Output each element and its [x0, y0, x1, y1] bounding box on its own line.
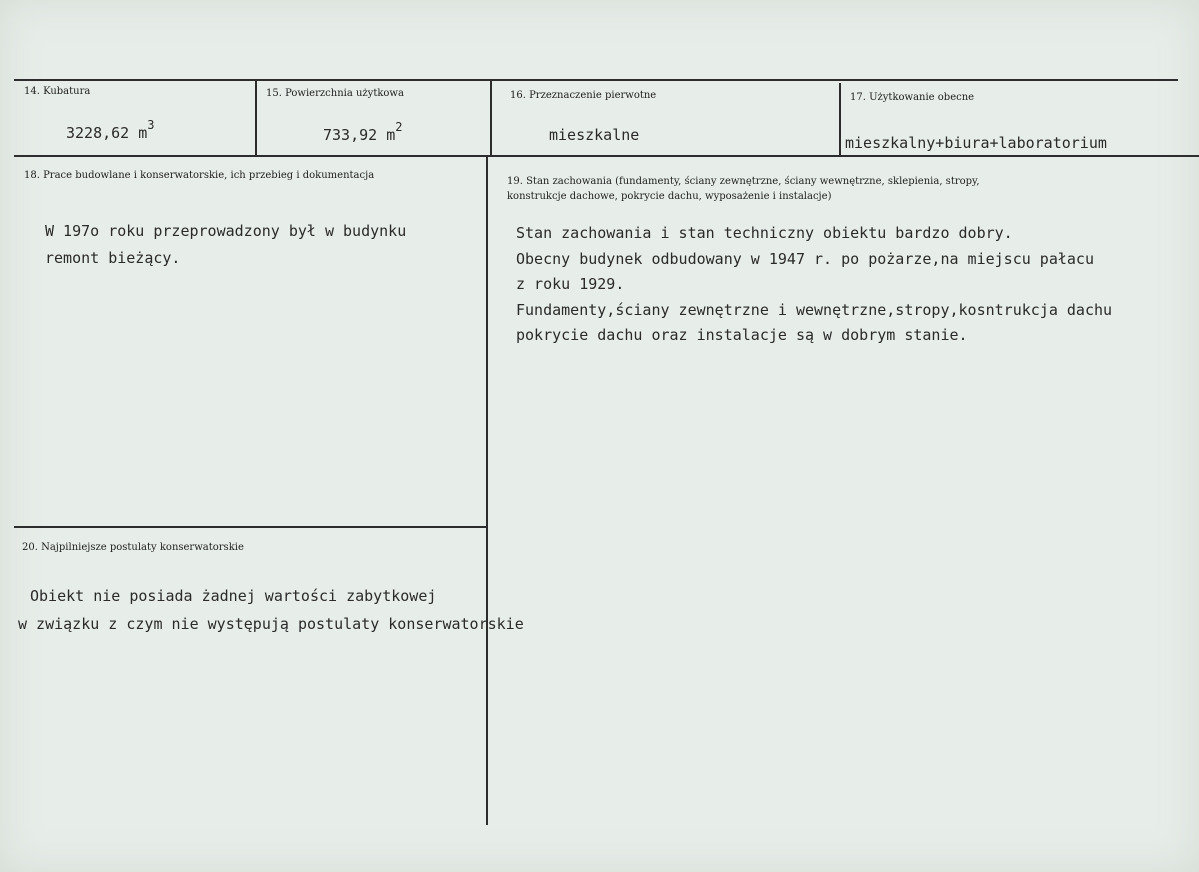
- col-divider-16-17: [839, 83, 841, 157]
- main-column-divider: [486, 157, 488, 825]
- stan-label: [507, 174, 980, 204]
- col-divider-14-15: [255, 79, 257, 157]
- uzytkowanie-label: 17. Użytkowanie obecne: [850, 92, 975, 103]
- stan-label-line: konstrukcje dachowe, pokrycie dachu, wyposażenie i instalacje): [507, 191, 832, 202]
- stan-text: [516, 221, 1112, 349]
- top-rule: [14, 79, 1178, 81]
- kubatura-label: 14. Kubatura: [24, 86, 91, 97]
- prace-line: remont bieżący.: [45, 249, 181, 267]
- row-divider: [14, 155, 1199, 157]
- powierzchnia-value: 733,92 $m^2$: [323, 120, 403, 144]
- stan-line: z roku 1929.: [516, 275, 625, 293]
- postulaty-text: [18, 582, 524, 638]
- kubatura-value: 3228,62 $m^3$: [66, 118, 155, 142]
- prace-label: 18. Prace budowlane i konserwatorskie, ich przebieg i dokumentacja: [24, 170, 375, 181]
- postulaty-line: Obiekt nie posiada żadnej wartości zabytkowej: [30, 587, 437, 605]
- stan-line: Obecny budynek odbudowany w 1947 r. po pożarze,na miejscu pałacu: [516, 249, 1094, 268]
- postulaty-line: w związku z czym nie występują postulaty konserwatorskie: [18, 615, 524, 633]
- uzytkowanie-value: mieszkalny+biura+laboratorium: [845, 134, 1107, 152]
- prace-line: W 197o roku przeprowadzony był w budynku: [45, 222, 407, 240]
- przeznaczenie-value: mieszkalne: [549, 126, 640, 144]
- stan-line: Fundamenty,ściany zewnętrzne i wewnętrzne,stropy,kosntrukcja dachu: [516, 300, 1113, 319]
- stan-line: pokrycie dachu oraz instalacje są w dobrym stanie.: [516, 326, 968, 344]
- postulaty-label: 20. Najpilniejsze postulaty konserwatorskie: [22, 542, 244, 553]
- col-divider-15-16: [490, 79, 492, 157]
- prace-text: [45, 218, 406, 272]
- section-20-rule: [14, 526, 487, 528]
- stan-line: Stan zachowania i stan techniczny obiektu bardzo dobry.: [516, 224, 1013, 242]
- stan-label-line: 19. Stan zachowania (fundamenty, ściany zewnętrzne, ściany wewnętrzne, sklepienia, stropy,: [507, 176, 980, 187]
- powierzchnia-label: 15. Powierzchnia użytkowa: [266, 88, 404, 99]
- przeznaczenie-label: 16. Przeznaczenie pierwotne: [510, 90, 657, 101]
